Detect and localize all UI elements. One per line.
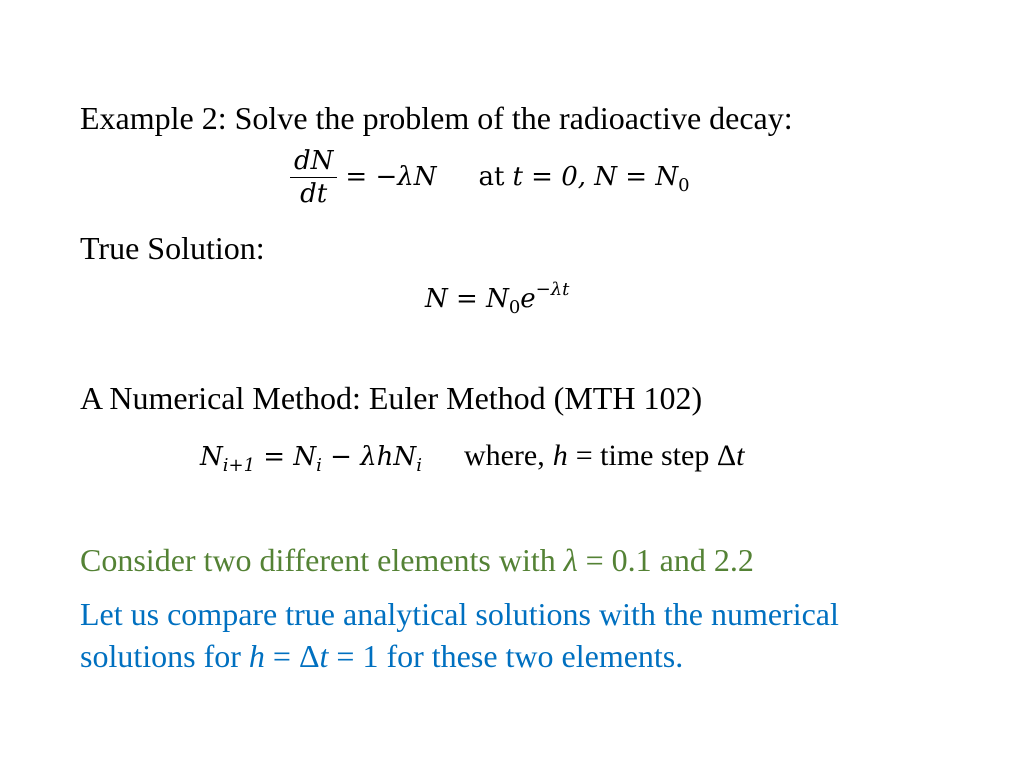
euler-n3-subscript: i	[416, 455, 422, 476]
compare-post: = 1 for these two elements.	[328, 638, 684, 674]
solution-exponent: −λt	[535, 279, 570, 300]
consider-pre: Consider two different elements with	[80, 542, 564, 578]
euler-equation	[200, 436, 744, 484]
condition-expression: t = 0, N = N	[512, 162, 679, 192]
consider-post: = 0.1 and 2.2	[577, 542, 754, 578]
fraction-numerator: dN	[290, 145, 337, 178]
euler-n2: = N	[255, 442, 317, 472]
solution-subscript: 0	[508, 297, 521, 318]
initial-condition	[512, 162, 690, 196]
compare-t: t	[319, 638, 329, 674]
consider-text	[80, 542, 754, 578]
true-solution-equation	[425, 272, 569, 326]
where-t: t	[736, 439, 745, 472]
derivative-fraction	[290, 145, 337, 210]
euler-n2-subscript: i	[316, 455, 322, 476]
where-rest: = time step Δ	[575, 439, 737, 472]
euler-n1: N	[200, 442, 223, 472]
compare-h: h	[248, 638, 265, 674]
compare-line-1: Let us compare true analytical solutions with the numerical	[80, 596, 839, 632]
where-text: where,	[463, 439, 545, 472]
solution-base: e	[520, 284, 536, 314]
compare-eq-delta: = Δ	[264, 638, 320, 674]
compare-line-2	[80, 638, 683, 674]
method-heading: A Numerical Method: Euler Method (MTH 102)	[80, 380, 703, 416]
where-h: h	[552, 439, 568, 472]
condition-word: at	[478, 162, 505, 192]
solution-lhs: N = N	[425, 284, 509, 314]
lambda-symbol: λ	[563, 542, 578, 578]
decay-equation	[290, 134, 690, 226]
decay-rhs: = −λN	[345, 162, 437, 192]
example-heading: Example 2: Solve the problem of the radioactive decay:	[80, 100, 793, 136]
euler-minus-term: − λhN	[321, 442, 417, 472]
true-solution-label: True Solution:	[80, 230, 265, 266]
euler-n1-subscript: i+1	[222, 455, 256, 476]
condition-subscript: 0	[678, 175, 690, 196]
compare-pre: solutions for	[80, 638, 249, 674]
fraction-denominator: dt	[300, 179, 328, 210]
